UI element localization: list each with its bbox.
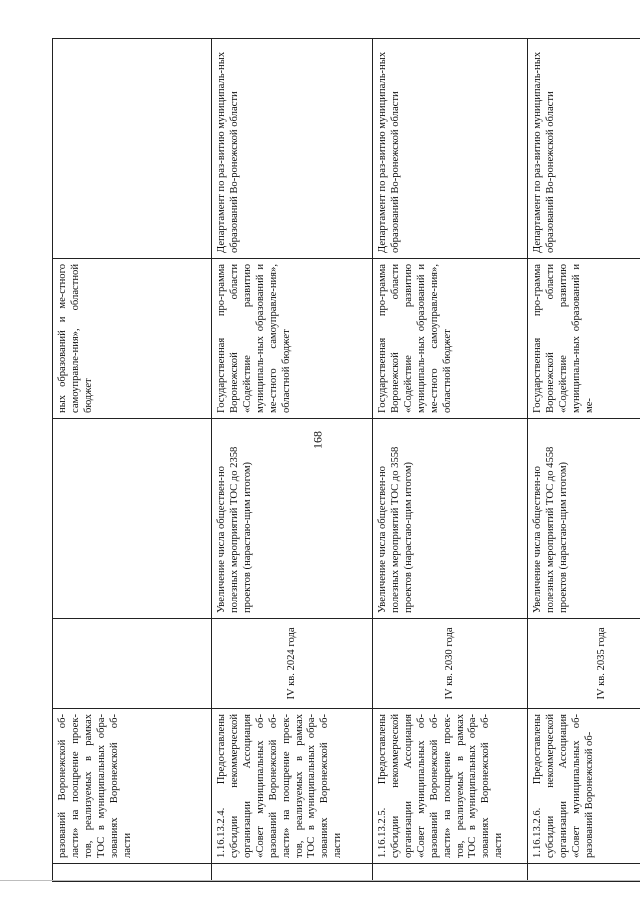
deadline-cell: IV кв. 2035 года	[528, 619, 640, 709]
table-row	[528, 39, 640, 882]
item-cell: 1.16.13.2.6. Предоставлены субсидии некоммерческой организации Ассоциация «Совет муниципальных об-разований Воронежской об-	[528, 709, 640, 864]
row-number-cell	[373, 864, 528, 882]
plan-table	[52, 38, 640, 882]
rotated-table-container	[52, 39, 640, 882]
result-cell: Увеличение числа обществен-но полезных мероприятий ТОС до 2358 проектов (нарастаю-щим итогом)	[212, 419, 373, 619]
table-row	[53, 39, 212, 882]
page-number: 168	[310, 431, 325, 449]
item-cell: разований Воронежской об-ласти» на поощрение проек-тов, реализуемых в рамках ТОС в муниципальных обра-зованиях Воронежской об-ласти	[53, 709, 212, 864]
row-number-cell	[528, 864, 640, 882]
page-bottom-rule	[0, 880, 640, 881]
program-cell: Государственная про-грамма Воронежской области «Содействие развитию муниципаль-ных образований и ме-стного самоуправле-ния», областной бюджет	[212, 259, 373, 419]
item-cell: 1.16.13.2.5. Предоставлены субсидии некоммерческой организации Ассоциация «Совет муниципальных об-разований Воронежской об-ласти» на поощрение проек-тов, реализуемых в рамках ТОС в муниципальных обра-зованиях Воронежской об-ласти	[373, 709, 528, 864]
result-cell	[53, 419, 212, 619]
item-cell: 1.16.13.2.4. Предоставлены субсидии некоммерческой организации Ассоциация «Совет муниципальных об-разований Воронежской об-ласти» на поощрение проек-тов, реализуемых в рамках ТОС в муниципальных обра-зованиях Воронежской об-ласти	[212, 709, 373, 864]
executor-cell	[53, 39, 212, 259]
executor-cell: Департамент по раз-витию муниципаль-ных образований Во-ронежской области	[212, 39, 373, 259]
program-cell: Государственная про-грамма Воронежской области «Содействие развитию муниципаль-ных образований и ме-	[528, 259, 640, 419]
table-row	[212, 39, 373, 882]
row-number-cell	[212, 864, 373, 882]
program-cell: Государственная про-грамма Воронежской области «Содействие развитию муниципаль-ных образований и ме-стного самоуправле-ния», областной бюджет	[373, 259, 528, 419]
deadline-cell: IV кв. 2024 года	[212, 619, 373, 709]
program-cell: ных образований и ме-стного самоуправле-ния», областной бюджет	[53, 259, 212, 419]
table-row	[373, 39, 528, 882]
result-cell: Увеличение числа обществен-но полезных мероприятий ТОС до 3558 проектов (нарастаю-щим итогом)	[373, 419, 528, 619]
result-cell: Увеличение числа обществен-но полезных мероприятий ТОС до 4558 проектов (нарастаю-щим итогом)	[528, 419, 640, 619]
executor-cell: Департамент по раз-витию муниципаль-ных образований Во-ронежской области	[528, 39, 640, 259]
deadline-cell	[53, 619, 212, 709]
row-number-cell	[53, 864, 212, 882]
executor-cell: Департамент по раз-витию муниципаль-ных образований Во-ронежской области	[373, 39, 528, 259]
deadline-cell: IV кв. 2030 года	[373, 619, 528, 709]
